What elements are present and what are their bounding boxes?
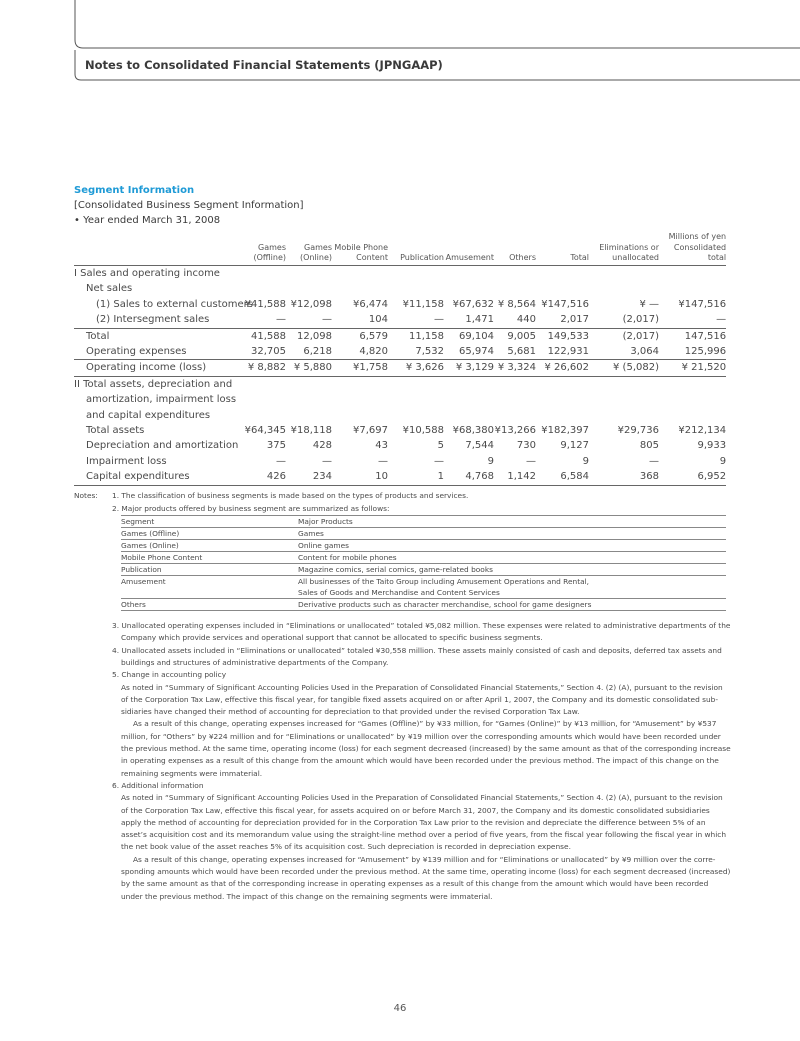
table-cell: 69,104 (444, 328, 494, 344)
table-cell: 9,933 (697, 440, 727, 452)
table-cell: — (276, 314, 286, 326)
col-header: Publication (388, 243, 444, 266)
table-cell: 234 (286, 469, 332, 485)
row-label: Depreciation and amortization (86, 440, 239, 452)
product-description: Derivative products such as character merchandise, school for game designers (298, 599, 726, 611)
table-cell: 440 (516, 314, 536, 326)
product-row (121, 552, 726, 564)
period-label: • Year ended March 31, 2008 (74, 215, 221, 226)
table-cell (242, 266, 286, 282)
table-cell (659, 408, 726, 423)
table-cell: ¥182,397 (541, 425, 589, 437)
table-cell (494, 376, 536, 392)
table-cell (659, 376, 726, 392)
table-cell: 1,471 (465, 314, 494, 326)
table-cell: ¥64,345 (244, 425, 286, 437)
product-description: Sales of Goods and Merchandise and Content Services (298, 587, 726, 599)
table-cell: 41,588 (242, 328, 286, 344)
note-6-line: 6. Additional information (112, 780, 204, 790)
product-segment: Games (Offline) (121, 528, 298, 540)
table-cell (659, 281, 726, 296)
table-cell (536, 392, 589, 407)
table-cell: (2,017) (589, 328, 659, 344)
product-row (121, 564, 726, 576)
section-title: Segment Information (74, 185, 195, 196)
table-cell: — (649, 455, 659, 467)
table-cell: 10 (332, 469, 388, 485)
note-6-line: by the same amount as that of the corresponding increase in operating expenses as a result of this change from the amount which would have been recorded (121, 879, 709, 889)
product-row (121, 599, 726, 611)
row-label: Capital expenditures (74, 469, 242, 485)
table-cell: ¥ 3,129 (444, 360, 494, 376)
product-description: Magazine comics, serial comics, game-related books (298, 564, 726, 576)
table-cell: 9,127 (560, 440, 589, 452)
table-row (74, 423, 726, 438)
table-cell: — (322, 455, 332, 467)
note-3-line: 3. Unallocated operating expenses included in “Eliminations or unallocated” totaled ¥5,082 million. These expenses were related to administrative departments of the (112, 621, 731, 630)
table-cell (444, 376, 494, 392)
note-5-line: million, for “Others” by ¥224 million and for “Eliminations or unallocated” by ¥19 million over the corresponding amounts which would have been recorded under (121, 731, 721, 741)
table-cell (659, 266, 726, 282)
note-5-line: the previous method. At the same time, operating income (loss) for each segment decreased (increased) by the same amount as that of the corresponding increase (121, 744, 731, 753)
table-cell (388, 266, 444, 282)
table-cell: 730 (516, 440, 536, 452)
table-row (74, 266, 726, 282)
table-cell: ¥ 3,626 (388, 360, 444, 376)
table-cell: 3,064 (630, 346, 659, 358)
table-cell: 2,017 (560, 314, 589, 326)
product-description: Major Products (298, 516, 726, 528)
table-cell: 12,098 (286, 328, 332, 344)
table-cell: 1 (388, 469, 444, 485)
table-cell: ¥1,758 (332, 360, 388, 376)
note-5-line: As noted in “Summary of Significant Accounting Policies Used in the Preparation of Consolidated Financial Statements,” Section 4. (2) (A), pursuant to the revision (121, 682, 723, 692)
table-cell: — (276, 455, 286, 467)
table-cell (242, 392, 286, 407)
table-cell (388, 281, 444, 296)
table-cell: — (716, 314, 727, 326)
table-cell: ¥ (5,082) (589, 360, 659, 376)
table-row (74, 297, 726, 312)
table-cell: ¥18,118 (290, 425, 332, 437)
product-segment: Amusement (121, 577, 166, 586)
table-cell (388, 376, 444, 392)
product-segment: Publication (121, 564, 298, 576)
table-cell (589, 392, 659, 407)
table-cell (589, 281, 659, 296)
product-segment: Games (Online) (121, 540, 298, 552)
note-6-line: sponding amounts which would have been recorded under the previous method. At the same time, operating income (loss) for each segment decreased (increased) (121, 867, 731, 876)
table-cell: 6,952 (659, 469, 726, 485)
product-segment: Others (121, 599, 298, 611)
table-cell (242, 376, 286, 392)
table-cell: 6,218 (303, 346, 332, 358)
table-cell: 11,158 (388, 328, 444, 344)
table-cell (589, 408, 659, 423)
table-cell (286, 376, 332, 392)
note-5-line: 5. Change in accounting policy (112, 670, 227, 680)
table-cell: 9,005 (494, 328, 536, 344)
segment-table-body (74, 266, 726, 486)
table-cell: ¥6,474 (353, 298, 388, 310)
note-6-line: asset’s acquisition cost and its memorandum value using the straight-line method over a period of five years, from the fiscal year following the fiscal year in which (121, 830, 727, 840)
table-row (74, 360, 726, 376)
table-cell (536, 266, 589, 282)
table-cell (444, 392, 494, 407)
page-number: 46 (393, 1003, 407, 1014)
note-6-line: under the previous method. The impact of this change on the remaining segments were immaterial. (121, 891, 493, 901)
table-cell (494, 281, 536, 296)
unit-label: Millions of yen (668, 232, 727, 241)
row-label: Net sales (86, 283, 133, 295)
table-cell: 104 (368, 314, 388, 326)
col-header: Eliminations or unallocated (589, 243, 659, 266)
table-cell: 147,516 (659, 328, 726, 344)
table-cell (589, 266, 659, 282)
table-cell: 805 (639, 440, 659, 452)
section-subtitle: [Consolidated Business Segment Information] (74, 200, 304, 211)
table-cell (332, 408, 388, 423)
note-6-line: As noted in “Summary of Significant Accounting Policies Used in the Preparation of Consolidated Financial Statements,” Section 4. (2) (A), pursuant to the revision (121, 793, 723, 803)
table-cell: 7,532 (415, 346, 444, 358)
table-cell: 1,142 (494, 469, 536, 485)
product-description: Online games (298, 540, 726, 552)
table-cell: 4,768 (444, 469, 494, 485)
table-cell: 6,579 (332, 328, 388, 344)
table-cell: 9 (582, 455, 589, 467)
note-5-line: As a result of this change, operating expenses increased for “Games (Offline)” by ¥33 million, for “Games (Online)” by ¥13 million, for “Amusement” by ¥537 (133, 719, 717, 729)
table-cell: ¥ 21,520 (659, 360, 726, 376)
table-cell: ¥ 3,324 (494, 360, 536, 376)
product-description: Content for mobile phones (298, 552, 726, 564)
table-cell (388, 392, 444, 407)
table-cell: 6,584 (536, 469, 589, 485)
table-cell: 5 (437, 440, 444, 452)
table-cell: 7,544 (465, 440, 494, 452)
table-cell (536, 408, 589, 423)
col-header: Consolidated total (659, 243, 726, 266)
product-row (121, 528, 726, 540)
table-row (74, 392, 726, 407)
table-cell (286, 392, 332, 407)
note-5-line: of the Corporation Tax Law, effective this fiscal year, for tangible fixed assets acquired on or after April 1, 2007, the Company and its domestic consolidated sub- (121, 694, 718, 704)
row-label: II Total assets, depreciation and (74, 378, 233, 390)
table-cell: 368 (589, 469, 659, 485)
table-cell: — (322, 314, 332, 326)
note-5-line: sidiaries have changed their method of accounting for depreciation to that provided under the revised Corporation Tax Law. (121, 707, 580, 717)
product-row (121, 516, 726, 528)
table-cell: 4,820 (359, 346, 388, 358)
table-cell: 5,681 (507, 346, 536, 358)
major-products-table (121, 515, 726, 611)
table-cell (332, 392, 388, 407)
col-header: Total (536, 243, 589, 266)
col-header: Games (Online) (286, 243, 332, 266)
product-description: Games (298, 528, 726, 540)
note-5-line: remaining segments were immaterial. (121, 768, 263, 778)
product-row (121, 540, 726, 552)
table-cell (286, 408, 332, 423)
row-label: amortization, impairment loss (86, 394, 237, 406)
row-label: I Sales and operating income (74, 268, 220, 279)
table-cell (332, 376, 388, 392)
page-header-title: Notes to Consolidated Financial Statements (JPNGAAP) (85, 58, 443, 72)
table-cell: — (434, 455, 444, 467)
table-cell: ¥68,380 (452, 425, 494, 437)
row-label: Impairment loss (86, 455, 167, 467)
note-1: 1. The classification of business segments is made based on the types of products and services. (112, 491, 469, 500)
table-row (74, 376, 726, 392)
product-row (121, 587, 726, 599)
table-cell (444, 281, 494, 296)
table-cell (536, 376, 589, 392)
note-4-line: 4. Unallocated assets included in “Eliminations or unallocated” totaled ¥30,558 million. These assets mainly consisted of cash and deposits, deferred tax assets and (112, 645, 722, 655)
table-cell: 426 (242, 469, 286, 485)
table-row (74, 454, 726, 469)
table-row (74, 408, 726, 423)
table-cell: ¥ 8,564 (497, 298, 536, 310)
table-cell (286, 281, 332, 296)
table-cell: 9 (487, 455, 494, 467)
table-cell: ¥ 5,880 (286, 360, 332, 376)
product-description: All businesses of the Taito Group including Amusement Operations and Rental, (298, 577, 590, 586)
table-cell: (2,017) (622, 314, 659, 326)
note-5-line: in operating expenses as a result of this change from the amount which would have been recorded under the previous method. The impact of this change on the (121, 756, 719, 766)
table-cell (444, 408, 494, 423)
table-cell: ¥147,516 (541, 298, 589, 310)
table-cell (286, 266, 332, 282)
col-header: Games (Offline) (242, 243, 286, 266)
table-cell: ¥29,736 (617, 425, 659, 437)
segment-table (74, 231, 726, 486)
note-4-line: buildings and structures of administrative departments of the Company. (121, 657, 389, 667)
table-cell: 428 (312, 440, 332, 452)
table-cell: ¥212,134 (678, 425, 727, 437)
table-cell: ¥7,697 (353, 425, 388, 437)
table-cell (242, 408, 286, 423)
product-segment (121, 587, 298, 599)
table-cell: 375 (266, 440, 286, 452)
table-cell: ¥10,588 (402, 425, 444, 437)
row-label: (1) Sales to external customers (96, 298, 253, 310)
table-cell: 149,533 (536, 328, 589, 344)
table-cell (494, 408, 536, 423)
note-6-line: the net book value of the asset reaches 5% of its acquisition cost. Such depreciation is recorded in depreciation expense. (121, 842, 571, 852)
table-cell (659, 392, 726, 407)
col-header: Amusement (444, 243, 494, 266)
table-row (74, 312, 726, 328)
table-row (74, 281, 726, 296)
table-cell (444, 266, 494, 282)
table-cell (536, 281, 589, 296)
notes-label: Notes: (74, 491, 98, 500)
row-label: Total (74, 328, 242, 344)
table-cell: ¥67,632 (452, 298, 494, 310)
note-6-line: As a result of this change, operating expenses increased for “Amusement” by ¥139 million and for “Eliminations or unallocated” by ¥9 million over the corre- (133, 854, 716, 864)
table-cell (332, 266, 388, 282)
note-6-line: apply the method of accounting for depreciation provided for in the Corporation Tax Law prior to the revision and depreciate the difference between 5% of an (121, 817, 706, 827)
product-segment: Mobile Phone Content (121, 552, 298, 564)
table-cell: ¥12,098 (290, 298, 332, 310)
table-cell: ¥ — (639, 298, 659, 310)
table-cell: 9 (719, 455, 727, 467)
table-row (74, 469, 726, 485)
note-2: 2. Major products offered by business segment are summarized as follows: (112, 504, 390, 513)
table-row (74, 344, 726, 360)
table-cell: ¥ 26,602 (536, 360, 589, 376)
row-label: Total assets (86, 425, 145, 437)
table-cell (242, 281, 286, 296)
table-cell: 122,931 (547, 346, 589, 358)
table-cell (332, 281, 388, 296)
table-cell: — (378, 455, 388, 467)
row-label: (2) Intersegment sales (96, 314, 210, 326)
table-row (74, 328, 726, 344)
table-cell: — (434, 314, 444, 326)
table-cell (494, 266, 536, 282)
product-segment: Segment (121, 516, 298, 528)
row-label: and capital expenditures (86, 409, 211, 421)
col-header: Mobile Phone Content (332, 243, 388, 266)
table-cell: ¥41,588 (244, 298, 286, 310)
col-header: Others (494, 243, 536, 266)
table-cell: — (526, 455, 536, 467)
table-cell: 32,705 (251, 346, 286, 358)
table-cell: 43 (375, 440, 388, 452)
table-cell: ¥13,266 (494, 425, 536, 437)
note-3-line: Company which provide services and operational support that cannot be allocated to specific business segments. (121, 633, 543, 643)
row-label: Operating expenses (86, 346, 187, 358)
table-cell (494, 392, 536, 407)
table-cell: 125,996 (684, 346, 727, 358)
table-cell (589, 376, 659, 392)
product-row (121, 576, 726, 588)
header-blank (74, 243, 242, 266)
note-6-line: of the Corporation Tax Law, effective this fiscal year, for assets acquired on or before March 31, 2007, the Company and its domestic consolidated subsidiaries (121, 805, 710, 815)
table-row (74, 438, 726, 453)
row-label: Operating income (loss) (74, 360, 242, 376)
table-cell: ¥ 8,882 (242, 360, 286, 376)
table-cell: ¥147,516 (678, 298, 727, 310)
table-cell: ¥11,158 (402, 298, 444, 310)
table-cell (388, 408, 444, 423)
table-cell: 65,974 (459, 346, 494, 358)
